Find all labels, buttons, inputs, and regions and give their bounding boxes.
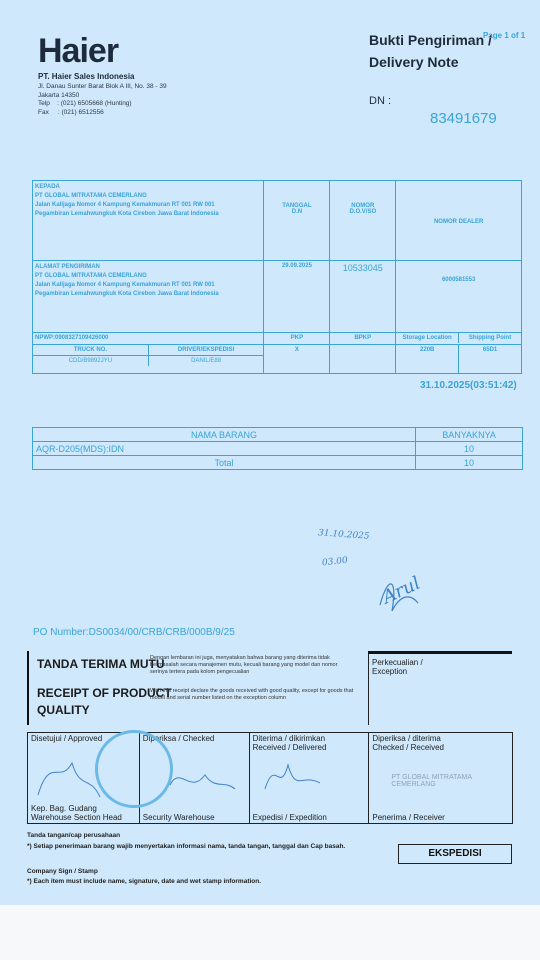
company-name: PT. Haier Sales Indonesia [38, 72, 135, 81]
storage-label: Storage Location [396, 333, 458, 343]
sig-receiver-label: Penerima / Receiver [372, 813, 445, 822]
nomor-value: 10533045 [330, 261, 396, 333]
bpkp-value [330, 345, 396, 374]
sig-received-cell [369, 733, 513, 824]
tanggal-label: TANGGAL [282, 203, 312, 209]
shipping-value: 65D1 [482, 347, 498, 353]
alamat-name: PT GLOBAL MITRATAMA CEMERLANG [35, 273, 147, 279]
alamat-label: ALAMAT PENGIRIMAN [35, 264, 100, 270]
col-nama-barang: NAMA BARANG [33, 428, 416, 442]
sign-stamp-label-en: Company Sign / Stamp [27, 868, 98, 875]
truck-driver-cell [33, 345, 264, 374]
nomor-header-cell [330, 181, 396, 261]
signature-marks [30, 745, 390, 805]
dealer-header-cell [396, 181, 522, 261]
background-surface [0, 905, 540, 960]
sig-delivered-label: Diterima / dikirimkan Received / Delivered [252, 734, 327, 752]
pkp-label: PKP [264, 333, 330, 345]
note-id: *) Setiap penerimaan barang wajib menyertakan informasi nama, tanda tangan, tanggal dan Cap basah. [27, 843, 346, 850]
ekspedisi-box: EKSPEDISI [398, 844, 512, 864]
handwritten-time: 03.00 [321, 555, 349, 569]
kepada-label: KEPADA [35, 184, 60, 190]
alamat-address-2: Pegambiran Lemahwungkuk Kota Cirebon Jawa Barat Indonesia [35, 291, 219, 297]
receipt-quality-box [27, 651, 369, 725]
tanggal-header-cell [264, 181, 330, 261]
kepada-address-2: Pegambiran Lemahwungkuk Kota Cirebon Jawa Barat Indonesia [35, 211, 219, 217]
sig-expedition-label: Expedisi / Expedition [252, 813, 327, 822]
table-row [33, 442, 523, 456]
exception-label: Perkecualian / Exception [372, 658, 423, 676]
po-number: PO Number:DS0034/00/CRB/CRB/000B/9/25 [33, 627, 235, 638]
nomor-sub: D.O.V/SO [349, 209, 377, 215]
alamat-cell [33, 261, 264, 333]
kepada-address-1: Jalan Kalijaga Nomor 4 Kampung Kemakmuran RT 001 RW 001 [35, 202, 215, 208]
dn-number: 83491679 [430, 110, 497, 127]
dn-label: DN : [369, 95, 391, 107]
handwritten-date: 31.10.2025 [317, 528, 370, 542]
tanggal-sub: D.N [291, 209, 303, 215]
receipt-text-en: With this receipt declare the goods received with good quality, except for goods that model and serial number listed on the exception column [150, 688, 354, 701]
dealer-value: 6000581553 [396, 261, 522, 333]
truck-value: CDD/B9892JYU [33, 356, 148, 367]
receipt-text-id: Dengan lembaran ini juga, menyatakan bahwa barang yang diterima tidak bermasalah secara manajemen mutu, kecuali barang yang model dan nomor serinya tertera pada kolom pengecualian [150, 655, 338, 675]
storage-shipping-header [396, 333, 522, 345]
sig-approved-label: Disetujui / Approved [31, 734, 103, 743]
alamat-address-1: Jalan Kalijaga Nomor 4 Kampung Kemakmuran RT 001 RW 001 [35, 282, 215, 288]
receipt-title-id: TANDA TERIMA MUTU [37, 657, 165, 671]
signature-scribble [370, 565, 430, 625]
nomor-label: NOMOR [351, 203, 375, 209]
npwp: NPWP:0908327109426000 [33, 333, 264, 345]
bpkp-label: BPKP [330, 333, 396, 345]
haier-logo: Haier [38, 32, 119, 70]
tanggal-value: 29.09.2025 [264, 261, 330, 333]
sig-security-label: Security Warehouse [142, 813, 215, 822]
items-table [32, 427, 523, 470]
kepada-name: PT GLOBAL MITRATAMA CEMERLANG [35, 193, 147, 199]
receipt-title-en-2: QUALITY [37, 703, 90, 717]
driver-value: DANIL/E88 [191, 358, 222, 364]
document-title-id: Bukti Pengiriman / [369, 32, 492, 48]
sig-warehouse-head-label: Kep. Bag. Gudang Warehouse Section Head [31, 804, 122, 822]
kepada-cell [33, 181, 264, 261]
col-banyaknya: BANYAKNYA [416, 428, 523, 442]
total-value: 10 [416, 456, 523, 470]
item-qty: 10 [416, 442, 523, 456]
sign-stamp-label-id: Tanda tangan/cap perusahaan [27, 832, 121, 839]
document-title-en: Delivery Note [369, 54, 459, 70]
sig-received-label: Diperiksa / diterima Checked / Received [372, 734, 444, 752]
receipt-title-en-1: RECEIPT OF PRODUCT [37, 686, 172, 700]
total-label: Total [33, 456, 416, 470]
handwritten-signature-name: Arul [379, 572, 424, 609]
page-indicator: Page 1 of 1 [483, 31, 526, 40]
sig-checked-label: Diperiksa / Checked [142, 734, 215, 743]
info-grid [32, 180, 522, 374]
truck-label: TRUCK NO. [33, 345, 148, 356]
company-stamp: PT GLOBAL MITRATAMA CEMERLANG [391, 774, 472, 788]
company-address: Jl. Danau Sunter Barat Blok A III, No. 38 - 39 Jakarta 14350 Telp : (021) 6505668 (Hunting) Fax : (021) 6512556 [38, 83, 167, 116]
storage-value: 220B [396, 345, 458, 373]
item-name: AQR-D205(MDS):IDN [33, 442, 416, 456]
pkp-value: X [264, 345, 330, 374]
storage-shipping-values [396, 345, 522, 374]
print-timestamp: 31.10.2025(03:51:42) [420, 380, 517, 391]
shipping-label: Shipping Point [468, 335, 512, 341]
dealer-label: NOMOR DEALER [433, 219, 484, 225]
driver-label: DRIVER/EKSPEDISI [148, 345, 263, 356]
note-en: *) Each item must include name, signature, date and wet stamp information. [27, 878, 262, 885]
